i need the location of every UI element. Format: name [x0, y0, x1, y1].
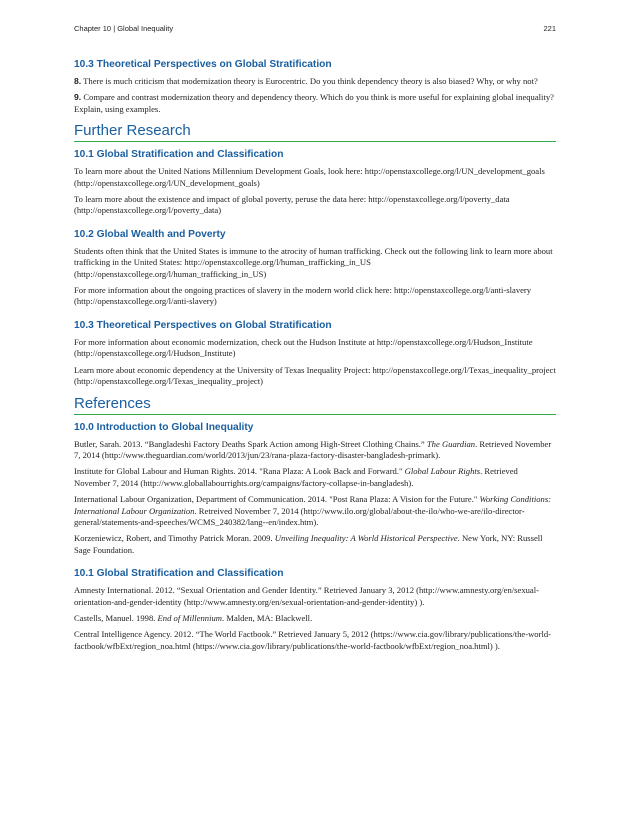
section-heading: 10.3 Theoretical Perspectives on Global Stratification [74, 319, 332, 331]
page-number: 221 [543, 24, 556, 33]
research-paragraph: For more information about the ongoing practices of slavery in the modern world click here: http://openstaxcollege.org/l/anti-slavery (http://openstaxcollege.org/l/anti-slavery) [74, 285, 532, 307]
research-paragraph: Students often think that the United States is immune to the atrocity of human trafficking. Check out the following link to learn more about trafficking in the United States: http://openstaxcollege.org/l/human_trafficking_in_US (http://openstaxcollege.org/l/human_trafficking_in_US) [74, 245, 553, 279]
reference-entry: Institute for Global Labour and Human Rights. 2014. "Rana Plaza: A Look Back and Forward." Global Labour Rights. Retrieved November 7, 2014 (http://www.globallabourrights.org/campaigns/factory-collapse-in-bangladesh). [74, 466, 518, 488]
chapter-title: Chapter 10 | Global Inequality [74, 24, 174, 33]
research-paragraph: To learn more about the United Nations Millennium Development Goals, look here: http://openstaxcollege.org/l/UN_development_goals (http://openstaxcollege.org/l/UN_development_goals) [74, 166, 545, 188]
reference-entry: Korzeniewicz, Robert, and Timothy Patrick Moran. 2009. Unveiling Inequality: A World Historical Perspective. New York, NY: Russell Sage Foundation. [74, 533, 543, 555]
question-text: Compare and contrast modernization theory and dependency theory. Which do you think is more useful for explaining global inequality? Explain, using examples. [74, 92, 554, 114]
questions-heading: 10.3 Theoretical Perspectives on Global Stratification [74, 59, 332, 70]
research-paragraph: To learn more about the existence and impact of global poverty, peruse the data here: http://openstaxcollege.org/l/poverty_data (http://openstaxcollege.org/l/poverty_data) [74, 194, 510, 216]
research-paragraph: For more information about economic modernization, check out the Hudson Institute at http://openstaxcollege.org/l/Hudson_Institute (http://openstaxcollege.org/l/Hudson_Institute) [74, 336, 533, 359]
question-number: 9. [74, 92, 82, 103]
references-title: References [74, 394, 556, 415]
reference-entry: International Labour Organization, Department of Communication. 2014. "Post Rana Plaza: A Vision for the Future." Working Conditions: International Labour Organization. Retreived November 7, 2014 (http://www.ilo.org/global/about-the-ilo/who-we-are/ilo-director-general/statements-and-speeches/WCMS_240382/lang--en/index.htm). [74, 494, 552, 527]
section-heading: 10.1 Global Stratification and Classification [74, 568, 284, 580]
reference-entry: Castells, Manuel. 1998. End of Millennium. Malden, MA: Blackwell. [74, 612, 313, 623]
reference-entry: Butler, Sarah. 2013. “Bangladeshi Factory Deaths Spark Action among High-Street Clothing Chains.” The Guardian. Retrieved November 7, 2014 (http://www.theguardian.com/world/2013/jun/23/rana-plaza-factory-disaster-bangladesh-primark). [74, 438, 552, 460]
research-paragraph: Learn more about economic dependency at the University of Texas Inequality Project: http://openstaxcollege.org/l/Texas_inequality_project (http://openstaxcollege.org/l/Texas_inequality_project) [74, 364, 556, 387]
question-number: 8. [74, 76, 82, 86]
question-item [74, 92, 556, 115]
section-heading: 10.1 Global Stratification and Classification [74, 149, 284, 161]
further-research-title: Further Research [74, 121, 556, 142]
section-heading: 10.0 Introduction to Global Inequality [74, 421, 254, 433]
reference-entry: Central Intelligence Agency. 2012. “The World Factbook.” Retrieved January 5, 2012 (https://www.cia.gov/library/publications/the-world-factbook/wfbExt/region_noa.html (https://www.cia.gov/library/publications/the-world-factbook/wfbExt/region_noa.html) ). [74, 629, 552, 651]
question-text: There is much criticism that modernization theory is Eurocentric. Do you think dependency theory is also biased? Why, or why not? [83, 76, 538, 86]
question-item [74, 76, 556, 87]
reference-entry: Amnesty International. 2012. “Sexual Orientation and Gender Identity.” Retrieved January 3, 2012 (http://www.amnesty.org/en/sexual-orientation-and-gender-identity (http://www.amnesty.org/en/sexual-orientation-and-gender-identity) ). [74, 585, 539, 607]
section-heading: 10.2 Global Wealth and Poverty [74, 228, 226, 240]
content [74, 58, 556, 657]
